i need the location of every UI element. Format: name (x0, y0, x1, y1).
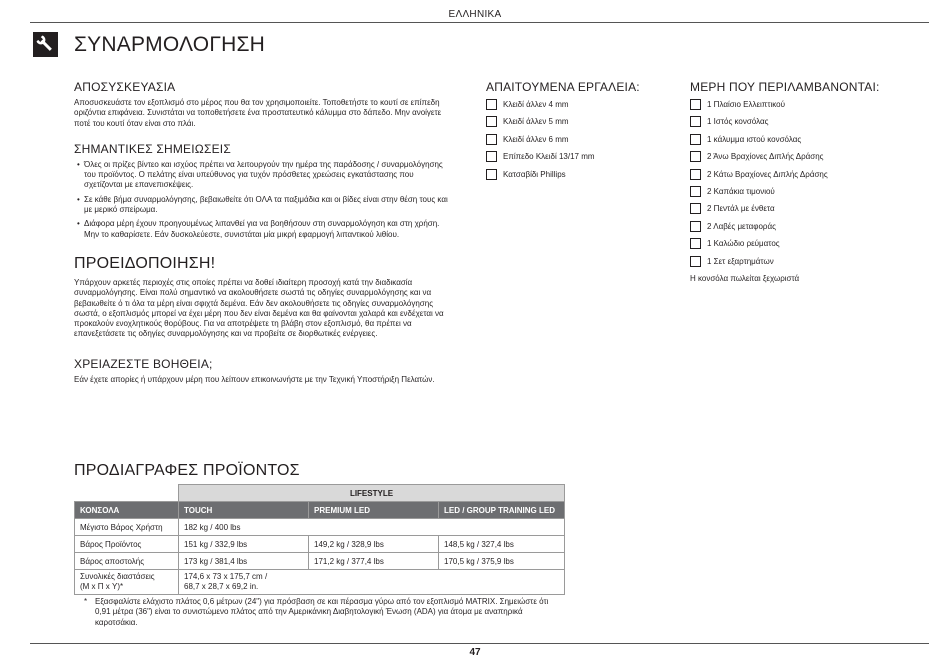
tool-item (486, 170, 676, 187)
tool-label: Κλειδί άλλεν 4 mm (503, 100, 569, 109)
checkbox[interactable] (690, 203, 701, 214)
specs-footnote (84, 597, 554, 628)
parts-section (690, 80, 930, 283)
help-text: Εάν έχετε απορίες ή υπάρχουν μέρη που λείπουν επικοινωνήστε με την Τεχνική Υποστήριξη Πελατών. (74, 374, 435, 384)
specs-table (74, 484, 565, 595)
part-item (690, 135, 930, 152)
wrench-icon (33, 32, 58, 57)
column-header: LED / GROUP TRAINING LED (439, 502, 565, 519)
parts-list (690, 100, 930, 274)
column-header: ΚΟΝΣΟΛΑ (75, 502, 179, 519)
column-header: TOUCH (179, 502, 309, 519)
part-item (690, 257, 930, 274)
table-cell: 149,2 kg / 328,9 lbs (309, 536, 439, 553)
footnote-text: Εξασφαλίστε ελάχιστο πλάτος 0,6 μέτρων (24") για πρόσβαση σε και πέρασμα γύρω από τον εξοπλισμό MATRIX. Σημειώστε ότι 0,91 μέτρα (36") είναι το συνιστώμενο πλάτος από την Αμερικάνικη Διαβητολογική Ένωση (ADA) για άτομα με αναπηρικά καροτσάκια. (95, 597, 549, 627)
part-label: 2 Πεντάλ με ένθετα (707, 204, 775, 214)
part-label: 1 κάλυμμα ιστού κονσόλας (707, 134, 802, 144)
checkbox[interactable] (486, 151, 497, 162)
page-title: ΣΥΝΑΡΜΟΛΟΓΗΣΗ (74, 33, 266, 56)
note-item: • Όλες οι πρίζες βίντεο και ισχύος πρέπει να λειτουργούν την ημέρα της παράδοσης / συναρμολόγησης του προϊόντος. Ο πελάτης είναι υπεύθυνος για τυχόν πρόσθετες χρεώσεις εγκατάστασης που σχετίζονται με επανεπισκέψεις. (74, 160, 449, 191)
left-column (74, 80, 449, 385)
table-row (75, 536, 565, 553)
tool-item (486, 152, 676, 169)
note-item: • Σε κάθε βήμα συναρμολόγησης, βεβαιωθείτε ότι ΟΛΑ τα παξιμάδια και οι βίδες είναι στην θέση τους και με μερικό σπείρωμα. (74, 195, 449, 216)
part-label: 2 Λαβές μεταφοράς (707, 221, 776, 231)
tool-label: Κατσαβίδι Phillips (503, 169, 566, 179)
table-cell: Βάρος αποστολής (75, 553, 179, 570)
part-label: 1 Καλώδιο ρεύματος (707, 239, 780, 249)
notes-list (74, 160, 449, 240)
checkbox[interactable] (486, 169, 497, 180)
checkbox[interactable] (690, 116, 701, 127)
part-label: 1 Πλαίσιο Ελλειπτικού (707, 100, 785, 109)
part-item (690, 170, 930, 187)
warning-text: Υπάρχουν αρκετές περιοχές στις οποίες πρέπει να δοθεί ιδιαίτερη προσοχή κατά την διαδικασία συναρμολόγησης. Είναι πολύ σημαντικό να ακολουθήσετε σωστά τις οδηγίες συναρμολόγησης και να βεβαιωθείτε ό τι όλα τα μέρη είναι σφιχτά δεμένα. Εάν δεν ακολουθήσετε τις οδηγίες συναρμολόγησης σωστά, ο εξοπλισμός μπορεί να έχει μέρη που δεν είναι δεμένα και θα φαίνονται χαλαρά και ενδέχεται να προκαλούν ενοχλητικούς θορύβους. Για να αποτρέψετε τη βλάβη στον εξοπλισμό, θα πρέπει να επανεξετάσετε τις οδηγίες συναρμολόγησης και να προβείτε σε διορθωτικές ενέργειες. (74, 277, 444, 339)
dims-label-line2: (Μ x Π x Υ)* (80, 582, 124, 591)
checkbox[interactable] (690, 221, 701, 232)
table-cell: 182 kg / 400 lbs (179, 519, 565, 536)
tool-item (486, 117, 676, 134)
header-language: ΕΛΛΗΝΙΚΑ (448, 9, 502, 20)
checkbox[interactable] (690, 99, 701, 110)
part-item (690, 204, 930, 221)
column-header: PREMIUM LED (309, 502, 439, 519)
checkbox[interactable] (690, 169, 701, 180)
checkbox[interactable] (690, 134, 701, 145)
part-item (690, 152, 930, 169)
dims-label-line1: Συνολικές διαστάσεις (80, 572, 155, 581)
footnote-mark: * (84, 597, 88, 606)
notes-heading: ΣΗΜΑΝΤΙΚΕΣ ΣΗΜΕΙΩΣΕΙΣ (74, 141, 231, 156)
checkbox[interactable] (690, 256, 701, 267)
table-cell (179, 570, 565, 595)
tool-item (486, 135, 676, 152)
specs-heading: ΠΡΟΔΙΑΓΡΑΦΕΣ ΠΡΟΪΟΝΤΟΣ (74, 462, 300, 479)
checkbox[interactable] (486, 134, 497, 145)
tools-heading: ΑΠΑΙΤΟΥΜΕΝΑ ΕΡΓΑΛΕΙΑ: (486, 80, 640, 94)
table-cell: 173 kg / 381,4 lbs (179, 553, 309, 570)
tools-section (486, 80, 676, 187)
part-item (690, 100, 930, 117)
help-heading: ΧΡΕΙΑΖΕΣΤΕ ΒΟΗΘΕΙΑ; (74, 356, 213, 371)
tools-list (486, 100, 676, 187)
part-label: 2 Κάτω Βραχίονες Διπλής Δράσης (707, 169, 828, 179)
footer-divider (30, 643, 929, 644)
tool-label: Επίπεδο Κλειδί 13/17 mm (503, 152, 595, 162)
header-divider (30, 22, 929, 23)
header-row (75, 502, 565, 519)
part-item (690, 222, 930, 239)
table-row (75, 519, 565, 536)
tool-item (486, 100, 676, 117)
empty-cell (75, 485, 179, 502)
unpacking-heading: ΑΠΟΣΥΣΚΕΥΑΣΙΑ (74, 80, 176, 94)
part-label: 2 Καπάκια τιμονιού (707, 186, 775, 196)
table-cell: Βάρος Προϊόντος (75, 536, 179, 553)
dims-value-line2: 68,7 x 28,7 x 69,2 in. (184, 582, 259, 591)
parts-heading: ΜΕΡΗ ΠΟΥ ΠΕΡΙΛΑΜΒΑΝΟΝΤΑΙ: (690, 80, 880, 94)
table-cell (75, 570, 179, 595)
part-item (690, 187, 930, 204)
checkbox[interactable] (690, 186, 701, 197)
note-item: • Διάφορα μέρη έχουν προηγουμένως λιπανθεί για να βοηθήσουν στη συναρμολόγηση και στη χρήση. Μην το καθαρίσετε. Εάν δυσκολεύεστε, συνιστάται μία μικρή εφαρμογή λιπαντικού λιθίου. (74, 219, 449, 240)
table-cell: Μέγιστο Βάρος Χρήστη (75, 519, 179, 536)
table-cell: 148,5 kg / 327,4 lbs (439, 536, 565, 553)
part-label: 1 Σετ εξαρτημάτων (707, 256, 774, 266)
part-item (690, 239, 930, 256)
warning-heading: ΠΡΟΕΙΔΟΠΟΙΗΣΗ! (74, 254, 216, 272)
part-label: 2 Άνω Βραχίονες Διπλής Δράσης (707, 152, 824, 162)
dims-value-line1: 174,6 x 73 x 175,7 cm / (184, 572, 268, 581)
group-label: LIFESTYLE (179, 485, 565, 502)
table-row (75, 570, 565, 595)
checkbox[interactable] (486, 116, 497, 127)
checkbox[interactable] (690, 151, 701, 162)
page-number: 47 (469, 647, 481, 658)
unpacking-text: Αποσυσκευάστε τον εξοπλισμό στο μέρος που θα τον χρησιμοποιείτε. Τοποθετήστε το κουτί σε επίπεδη οριζόντια επιφάνεια. Συνιστάται να τοποθετήσετε ένα προστατευτικό κάλυμμα στο δάπεδο. Μην ανοίγετε ποτέ του κουτί όταν είναι στο πλάι. (74, 98, 442, 128)
group-row (75, 485, 565, 502)
part-item (690, 117, 930, 134)
table-row (75, 553, 565, 570)
console-note: Η κονσόλα πωλείται ξεχωριστά (690, 273, 800, 283)
tool-label: Κλειδί άλλεν 5 mm (503, 117, 569, 127)
table-cell: 151 kg / 332,9 lbs (179, 536, 309, 553)
table-cell: 170,5 kg / 375,9 lbs (439, 553, 565, 570)
tool-label: Κλειδί άλλεν 6 mm (503, 134, 569, 144)
part-label: 1 Ιστός κονσόλας (707, 117, 769, 127)
checkbox[interactable] (690, 238, 701, 249)
table-cell: 171,2 kg / 377,4 lbs (309, 553, 439, 570)
checkbox[interactable] (486, 99, 497, 110)
